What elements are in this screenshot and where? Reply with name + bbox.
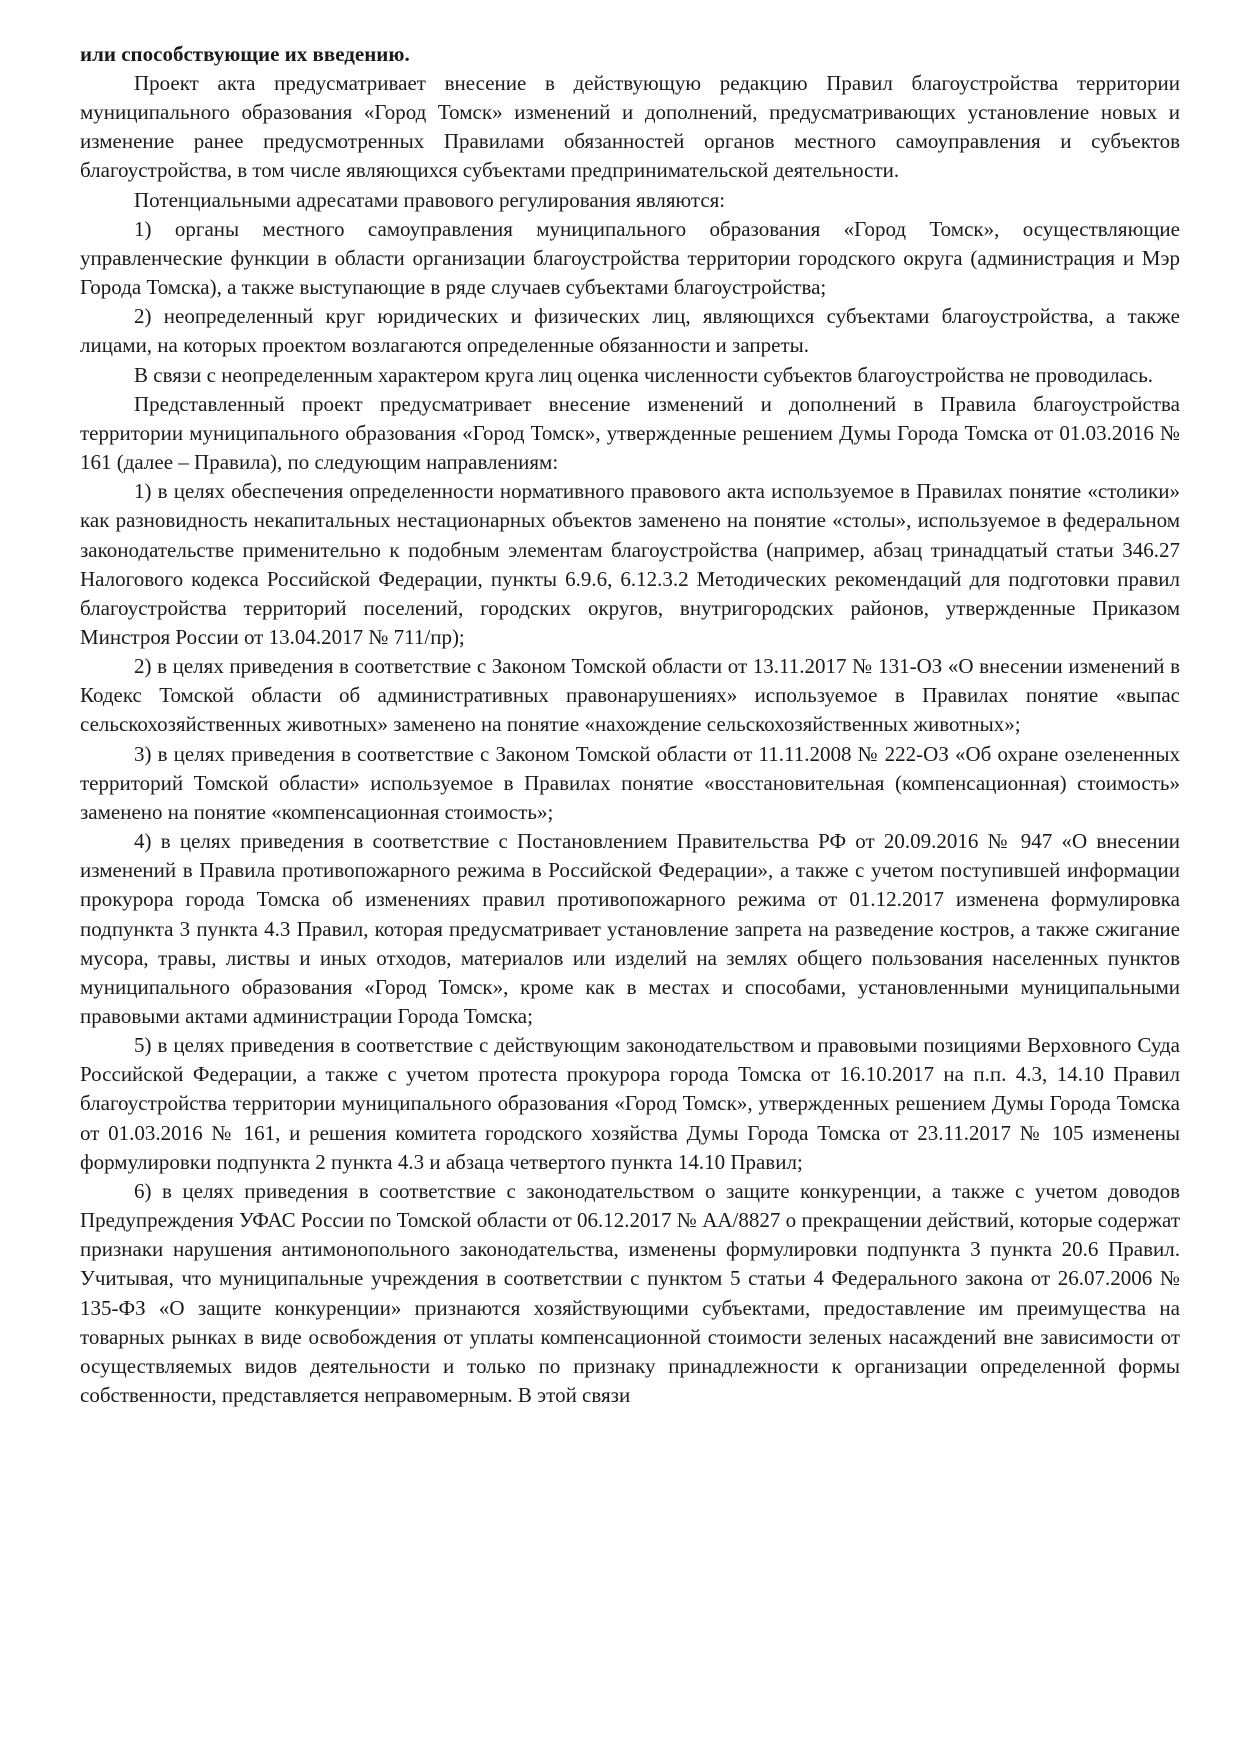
paragraph-intro: Проект акта предусматривает внесение в действующую редакцию Правил благоустройства территории муниципального образования «Город Томск» изменений и дополнений, предусматривающих установление новых и изменение ранее предусмотренных Правилами обязанностей органов местного самоуправления и субъектов благоустройства, в том числе являющихся субъектами предпринимательской деятельности. — [80, 71, 1180, 183]
paragraph-directions: Представленный проект предусматривает внесение изменений и дополнений в Правила благоустройства территории муниципального образования «Город Томск», утвержденные решением Думы Города Томска от 01.03.2016 № 161 (далее – Правила), по следующим направлениям: — [80, 391, 1180, 475]
paragraph-estimate: В связи с неопределенным характером круга лиц оценка численности субъектов благоустройства не проводилась. — [134, 362, 1154, 387]
paragraph-item-4: 4) в целях приведения в соответствие с Постановлением Правительства РФ от 20.09.2016 № 947 «О внесении изменений в Правила противопожарного режима в Российской Федерации», а также с учетом поступившей информации прокурора города Томска об изменениях правил противопожарного режима от 01.12.2017 изменена формулировка подпункта 3 пункта 4.3 Правил, которая предусматривает установление запрета на разведение костров, а также сжигание мусора, травы, листвы и иных отходов, материалов или изделий на землях общего пользования населенных пунктов муниципального образования «Город Томск», кроме как в местах и способами, установленными муниципальными правовыми актами администрации Города Томска; — [80, 829, 1180, 1028]
document-page — [80, 40, 1180, 1730]
paragraph-addressee-1: 1) органы местного самоуправления муниципального образования «Город Томск», осуществляющие управленческие функции в области организации благоустройства территории городского округа (администрация и Мэр Города Томска), а также выступающие в ряде случаев субъектами благоустройства; — [80, 216, 1180, 300]
section-heading: или способствующие их введению. — [80, 42, 410, 66]
paragraph-addressee-2: 2) неопределенный круг юридических и физических лиц, являющихся субъектами благоустройства, а также лицами, на которых проектом возлагаются определенные обязанности и запреты. — [80, 304, 1180, 358]
paragraph-item-1: 1) в целях обеспечения определенности нормативного правового акта используемое в Правилах понятие «столики» как разновидность некапитальных нестационарных объектов заменено на понятие «столы», используемое в федеральном законодательстве применительно к подобным элементам благоустройства (например, абзац тринадцатый статьи 346.27 Налогового кодекса Российской Федерации, пункты 6.9.6, 6.12.3.2 Методических рекомендаций для подготовки правил благоустройства территорий поселений, городских округов, внутригородских районов, утвержденные Приказом Минстроя России от 13.04.2017 № 711/пр); — [80, 479, 1180, 649]
paragraph-item-3: 3) в целях приведения в соответствие с Законом Томской области от 11.11.2008 № 222-ОЗ «Об охране озелененных территорий Томской области» используемое в Правилах понятие «восстановительная (компенсационная) стоимость» заменено на понятие «компенсационная стоимость»; — [80, 741, 1180, 824]
paragraph-item-2: 2) в целях приведения в соответствие с Законом Томской области от 13.11.2017 № 131-ОЗ «О внесении изменений в Кодекс Томской области об административных правонарушениях» используемое в Правилах понятие «выпас сельскохозяйственных животных» заменено на понятие «нахождение сельскохозяйственных животных»; — [80, 654, 1180, 737]
paragraph-addressees: Потенциальными адресатами правового регулирования являются: — [134, 187, 726, 212]
paragraph-item-6: 6) в целях приведения в соответствие с законодательством о защите конкуренции, а также с учетом доводов Предупреждения УФАС России по Томской области от 06.12.2017 № АА/8827 о прекращении действий, которые содержат признаки нарушения антимонопольного законодательства, изменены формулировки подпункта 3 пункта 20.6 Правил. Учитывая, что муниципальные учреждения в соответствии с пунктом 5 статьи 4 Федерального закона от 26.07.2006 № 135-ФЗ «О защите конкуренции» признаются хозяйствующими субъектами, предоставление им преимущества на товарных рынках в виде освобождения от уплаты компенсационной стоимости зеленых насаждений вне зависимости от осуществляемых видов деятельности и только по признаку принадлежности к организации определенной формы собственности, представляется неправомерным. В этой связи — [80, 1178, 1180, 1408]
paragraph-item-5: 5) в целях приведения в соответствие с действующим законодательством и правовыми позициями Верховного Суда Российской Федерации, а также с учетом протеста прокурора города Томска от 16.10.2017 на п.п. 4.3, 14.10 Правил благоустройства территории муниципального образования «Город Томск», утвержденных решением Думы Города Томска от 01.03.2016 № 161, и решения комитета городского хозяйства Думы Города Томска от 23.11.2017 № 105 изменены формулировки подпункта 2 пункта 4.3 и абзаца четвертого пункта 14.10 Правил; — [80, 1033, 1180, 1174]
